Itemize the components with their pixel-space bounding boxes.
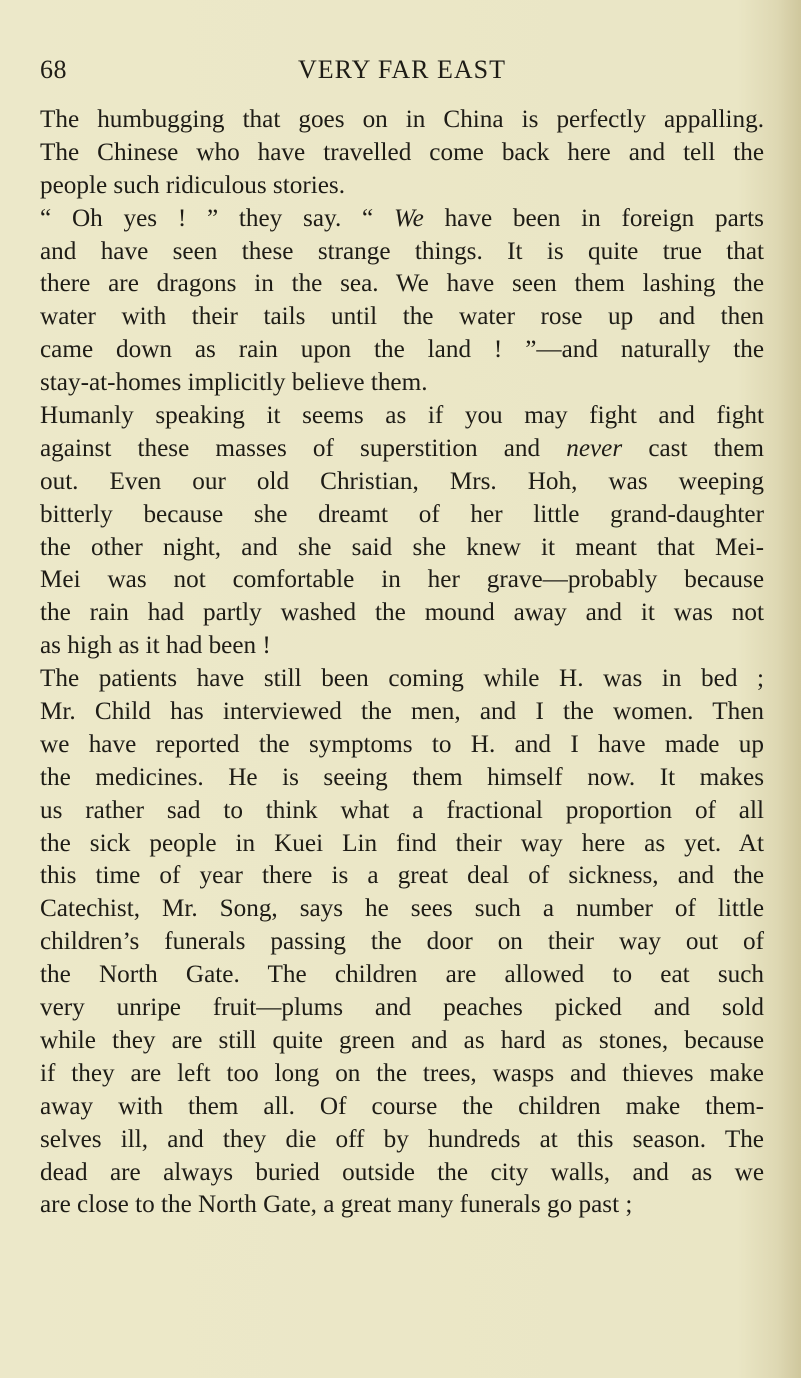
text-line: The patients have still been coming while H. was in bed ; [40,665,764,693]
text-line [40,433,764,466]
text-line: Catechist, Mr. Song, says he sees such a number of little [40,895,764,923]
text-line: out. Even our old Christian, Mrs. Hoh, was weeping [40,467,764,495]
page-header [40,55,760,95]
text-line: as high as it had been ! [40,632,271,660]
text-line: the other night, and she said she knew it meant that Mei- [40,533,764,561]
text-line: stay-at-homes implicitly believe them. [40,369,428,397]
text-line: this time of year there is a great deal of sickness, and the [40,862,764,890]
text-line: people such ridiculous stories. [40,171,345,199]
text-line: there are dragons in the sea. We have seen them lashing the [40,270,764,298]
text-line: the medicines. He is seeing them himself now. It makes [40,763,764,791]
body-text [40,104,764,1222]
text-line: away with them all. Of course the children make them- [40,1092,764,1120]
text-fragment: against these masses of superstition and [40,434,567,462]
text-line: we have reported the symptoms to H. and I have made up [40,730,764,758]
text-line: and have seen these strange things. It is quite true that [40,237,764,265]
italic-fragment: We [393,204,424,232]
text-line: bitterly because she dreamt of her little grand-daughter [40,500,764,528]
running-title: VERY FAR EAST [298,55,507,84]
text-line: very unripe fruit—plums and peaches picked and sold [40,994,764,1022]
text-line: children’s funerals passing the door on their way out of [40,928,764,956]
italic-fragment: never [566,434,623,462]
text-line: the rain had partly washed the mound away and it was not [40,599,764,627]
text-fragment: have been in foreign parts [423,204,764,232]
text-line: us rather sad to think what a fractional proportion of all [40,796,764,824]
text-line: Humanly speaking it seems as if you may fight and fight [40,402,764,430]
text-fragment: “ Oh yes ! ” they say. “ [40,204,394,232]
text-line: the sick people in Kuei Lin find their way here as yet. At [40,829,764,857]
text-line: dead are always buried outside the city walls, and as we [40,1158,764,1186]
text-line: Mr. Child has interviewed the men, and I the women. Then [40,698,764,726]
text-line: water with their tails until the water rose up and then [40,303,764,331]
text-line: came down as rain upon the land ! ”—and naturally the [40,336,764,364]
text-fragment: cast them [622,434,764,462]
text-line: the North Gate. The children are allowed to eat such [40,961,764,989]
text-line: while they are still quite green and as hard as stones, because [40,1026,764,1054]
text-line [40,203,764,236]
text-line: The Chinese who have travelled come back here and tell the [40,138,764,166]
text-line: are close to the North Gate, a great many funerals go past ; [40,1191,633,1219]
text-line: Mei was not comfortable in her grave—probably because [40,566,764,594]
page-number: 68 [40,55,67,84]
text-line: selves ill, and they die off by hundreds at this season. The [40,1125,764,1153]
text-line: if they are left too long on the trees, wasps and thieves make [40,1059,764,1087]
text-line: The humbugging that goes on in China is perfectly appalling. [40,106,764,133]
